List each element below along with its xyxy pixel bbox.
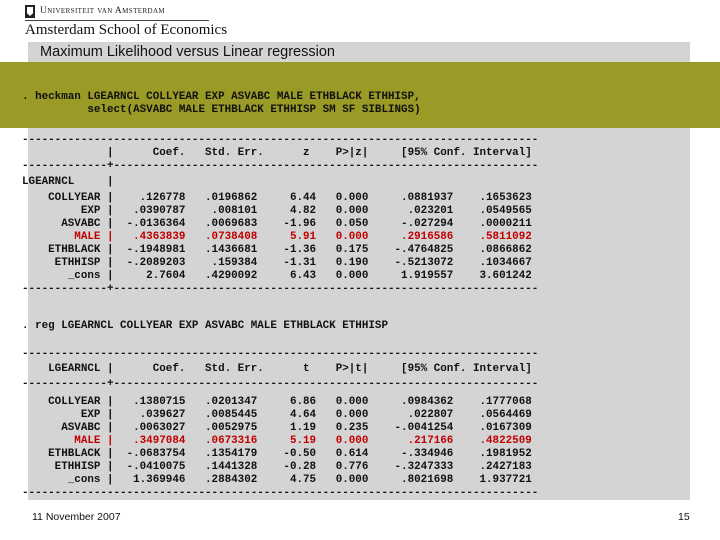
reg-command-line: . reg LGEARNCL COLLYEAR EXP ASVABC MALE ETHBLACK ETHHISP: [22, 320, 388, 332]
table-separator: -------------------------------------------------------------------------------: [22, 348, 539, 360]
university-name: Universiteit van Amsterdam: [40, 6, 166, 16]
table-row: ETHBLACK | -.0683754 .1354179 -0.50 0.614 -.334946 .1981952: [22, 448, 532, 460]
slide-title: Maximum Likelihood versus Linear regression: [40, 44, 335, 60]
table-row: EXP | .0390787 .008101 4.82 0.000 .023201 .0549565: [22, 205, 532, 217]
university-emblem-icon: [25, 5, 35, 18]
table-separator: -------------------------------------------------------------------------------: [22, 134, 539, 146]
table-row: ETHHISP | -.2089203 .159384 -1.31 0.190 -.5213072 .1034667: [22, 257, 532, 269]
table-row: ASVABC | -.0136364 .0069683 -1.96 0.050 -.027294 .0000211: [22, 218, 532, 230]
table-row: MALE | .3497084 .0673316 5.19 0.000 .217166 .4822509: [22, 435, 532, 447]
table-separator: -------------+-----------------------------------------------------------------: [22, 160, 539, 172]
heckman-command-line: . heckman LGEARNCL COLLYEAR EXP ASVABC MALE ETHBLACK ETHHISP,: [22, 91, 421, 103]
page-number: 15: [678, 511, 690, 523]
table-group-label: LGEARNCL |: [22, 176, 114, 188]
table-separator: -------------------------------------------------------------------------------: [22, 487, 539, 499]
table-header: LGEARNCL | Coef. Std. Err. t P>|t| [95% Conf. Interval]: [22, 363, 532, 375]
table-row: COLLYEAR | .1380715 .0201347 6.86 0.000 .0984362 .1777068: [22, 396, 532, 408]
table-row: ETHHISP | -.0410075 .1441328 -0.28 0.776 -.3247333 .2427183: [22, 461, 532, 473]
table-row: _cons | 2.7604 .4290092 6.43 0.000 1.919557 3.601242: [22, 270, 532, 282]
logo-divider: [25, 20, 209, 21]
slide-title-bar: [28, 42, 690, 62]
table-row: _cons | 1.369946 .2884302 4.75 0.000 .8021698 1.937721: [22, 474, 532, 486]
table-row: EXP | .039627 .0085445 4.64 0.000 .022807 .0564469: [22, 409, 532, 421]
table-row: MALE | .4363839 .0738408 5.91 0.000 .2916586 .5811092: [22, 231, 532, 243]
table-separator: -------------+-----------------------------------------------------------------: [22, 378, 539, 390]
table-row: ETHBLACK | -.1948981 .1436681 -1.36 0.175 -.4764825 .0866862: [22, 244, 532, 256]
slide-date: 11 November 2007: [32, 511, 121, 523]
table-row: COLLYEAR | .126778 .0196862 6.44 0.000 .0881937 .1653623: [22, 192, 532, 204]
heckman-select-line: select(ASVABC MALE ETHBLACK ETHHISP SM SF SIBLINGS): [22, 104, 421, 116]
school-name: Amsterdam School of Economics: [25, 22, 228, 38]
table-separator: -------------+-----------------------------------------------------------------: [22, 283, 539, 295]
table-row: ASVABC | .0063027 .0052975 1.19 0.235 -.0041254 .0167309: [22, 422, 532, 434]
table-header: | Coef. Std. Err. z P>|z| [95% Conf. Interval]: [22, 147, 532, 159]
university-logo: [25, 4, 228, 38]
